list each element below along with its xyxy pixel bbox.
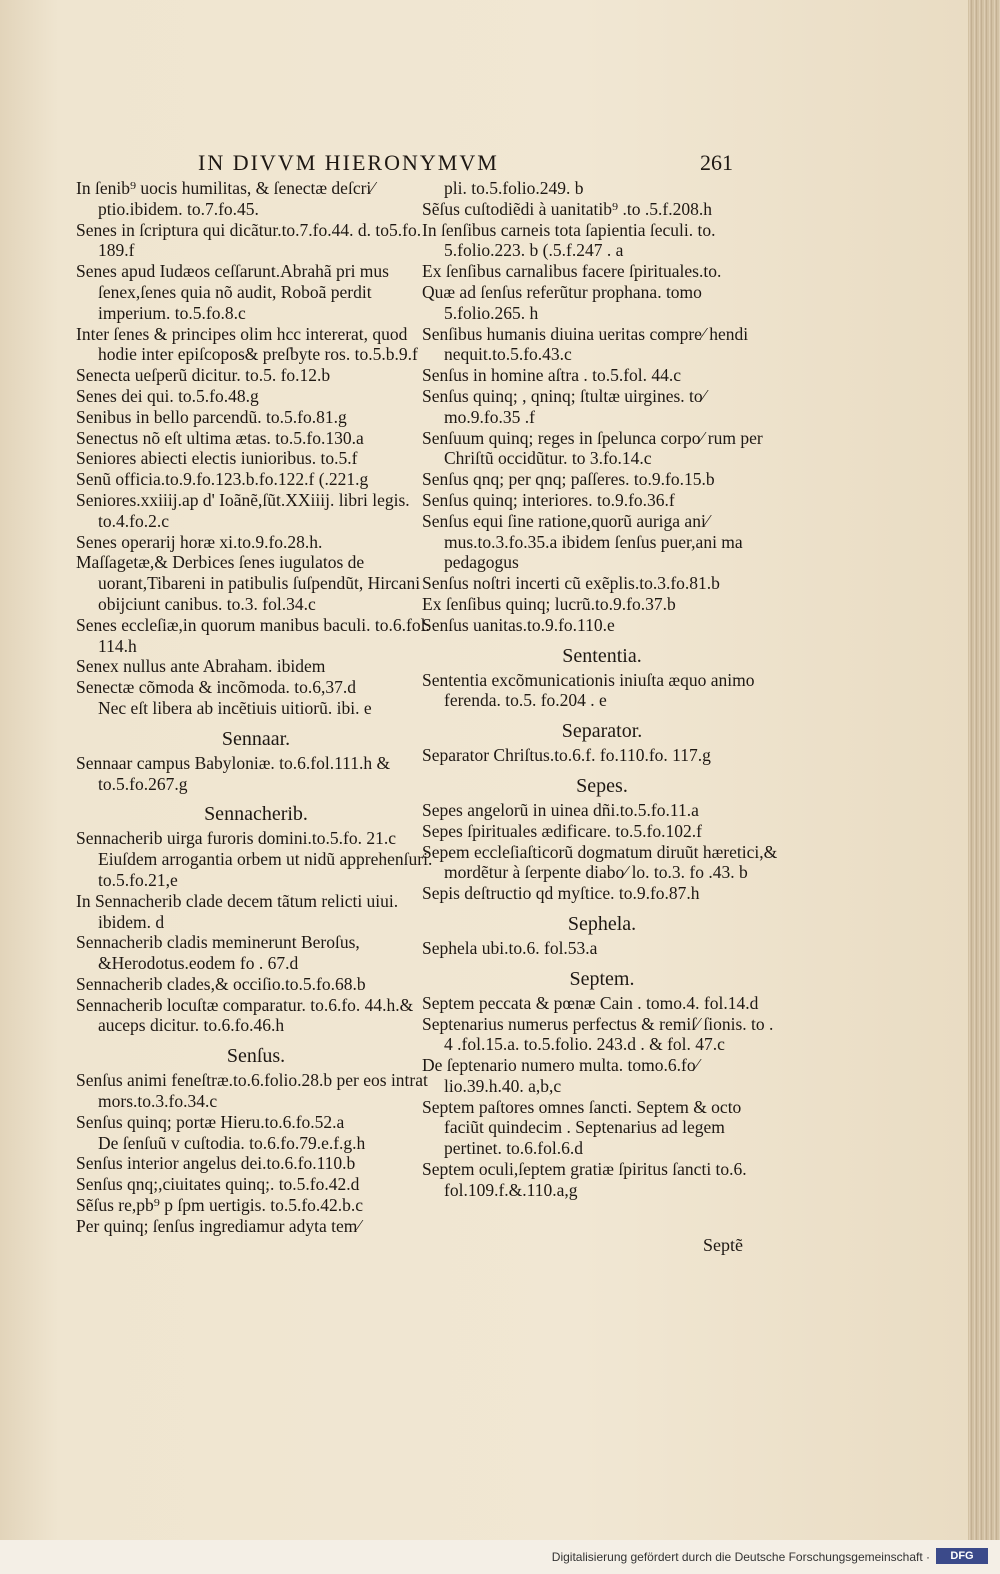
index-entry: Ex ſenſibus quinq; lucrũ.to.9.fo.37.b [422, 593, 676, 614]
index-entry: Sennacherib uirga furoris domini.to.5.fo. 21.c Eiuſdem arrogantia orbem ut nidũ apprehenſuri. to.5.fo.21,e [76, 828, 433, 890]
index-entry: De ſenſuũ v cuſtodia. to.6.fo.79.e.f.g.h [98, 1132, 366, 1153]
index-heading: Separator. [561, 720, 643, 743]
index-entry: Sẽſus re,pb⁹ p ſpm uertigis. to.5.fo.42.b.c [76, 1195, 364, 1216]
funding-credit: Digitalisierung gefördert durch die Deutsche Forschungsgemeinschaft · [551, 1550, 930, 1564]
index-heading: Septem. [569, 967, 635, 990]
index-entry: Senes eccleſiæ,in quorum manibus baculi. to.6.fol. 114.h [76, 614, 430, 656]
index-entry: Senes operarij horæ xi.to.9.fo.28.h. [76, 531, 323, 552]
index-entry: Separator Chriſtus.to.6.f. fo.110.fo. 117.g [422, 745, 711, 766]
index-entry: In ſenſibus carneis tota ſapientia ſeculi. to. 5.folio.223. b (.5.f.247 . a [422, 219, 716, 261]
index-heading: Sententia. [562, 644, 642, 667]
index-entry: Senes apud Iudæos ceſſarunt.Abrahã pri mus ſenex,ſenes quia nõ audit, Roboã perdit imperium. to.5.fo.8.c [76, 261, 389, 323]
index-entry: Seniores abiecti electis iunioribus. to.5.f [76, 448, 358, 469]
index-entry: De ſeptenario numero multa. tomo.6.fo⁄ lio.39.h.40. a,b,c [422, 1055, 699, 1096]
index-entry: Sephela ubi.to.6. fol.53.a [422, 937, 598, 958]
index-entry: Senſus noſtri incerti cũ exẽplis.to.3.fo.81.b [422, 573, 720, 594]
catchword: Septẽ [703, 1235, 743, 1255]
index-entry: Sennacherib locuſtæ comparatur. to.6.fo. 44.h.& auceps dicitur. to.6.fo.46.h [76, 994, 414, 1036]
index-entry: Sepis deſtructio qd myſtice. to.9.fo.87.h [422, 883, 700, 904]
index-heading: Sepes. [576, 774, 628, 797]
index-entry: Septem peccata & pœnæ Cain . tomo.4. fol.14.d [422, 992, 759, 1013]
index-entry: Senſuum quinq; reges in ſpelunca corpo⁄ rum per Chriſtũ occidũtur. to 3.fo.14.c [422, 427, 763, 469]
index-heading: Sennacherib. [204, 803, 308, 826]
index-entry: Senſus equi ſine ratione,quorũ auriga ani⁄ mus.to.3.fo.35.a ibidem ſenſus puer,ani ma pedagogus [422, 510, 743, 573]
index-entry: Senſus animi feneſtræ.to.6.folio.28.b per eos intrat mors.to.3.fo.34.c [76, 1070, 428, 1112]
index-entry: Senecta ueſperũ dicitur. to.5. fo.12.b [76, 365, 331, 386]
index-entry: Quæ ad ſenſus referũtur prophana. tomo 5.folio.265. h [422, 281, 702, 323]
page-number: 261 [700, 150, 733, 175]
index-entry: Sennaar campus Babyloniæ. to.6.fol.111.h & to.5.fo.267.g [76, 752, 391, 794]
index-entry: Senſus qnq; per qnq; paſſeres. to.9.fo.15.b [422, 469, 715, 490]
index-entry: Sẽſus cuſtodiẽdi à uanitatib⁹ .to .5.f.208.h [422, 198, 712, 219]
index-entry: In ſenib⁹ uocis humilitas, & ſenectæ deſcri⁄ ptio.ibidem. to.7.fo.45. [76, 178, 375, 219]
index-entry: Ex ſenſibus carnalibus facere ſpirituales.to. [422, 261, 722, 282]
index-entry: In Sennacherib clade decem tãtum relicti uiui. ibidem. d [76, 890, 399, 932]
index-entry: Senectus nõ eſt ultima ætas. to.5.fo.130.a [76, 427, 364, 448]
index-entry: Senſibus humanis diuina ueritas compre⁄ hendi nequit.to.5.fo.43.c [422, 323, 749, 365]
index-heading: Senſus. [226, 1045, 286, 1068]
index-entry: Per quinq; ſenſus ingrediamur adyta tem⁄ [76, 1215, 361, 1236]
index-entry: Senectæ cõmoda & incõmoda. to.6,37.d [76, 677, 356, 698]
index-entry: Senſus quinq; , qninq; ſtultæ uirgines. to⁄ mo.9.fo.35 .f [422, 385, 706, 427]
index-entry: Senibus in bello parcendũ. to.5.fo.81.g [76, 406, 347, 427]
index-entry: Senſus uanitas.to.9.fo.110.e [422, 614, 615, 635]
index-entry: Senſus in homine aſtra . to.5.fol. 44.c [422, 365, 682, 386]
index-entry: Septem oculi,ſeptem gratiæ ſpiritus ſancti to.6. fol.109.f.&.110.a,g [422, 1159, 747, 1200]
index-entry: pli. to.5.folio.249. b [444, 178, 584, 198]
index-entry: Septenarius numerus perfectus & remiſ⁄ ſionis. to . 4 .fol.15.a. to.5.folio. 243.d . & fol. 47.c [422, 1013, 774, 1055]
index-entry: Sepem eccleſiaſticorũ dogmatum diruũt hæretici,& mordẽtur à ſerpente diabo⁄ lo. to.3. fo .43. b [422, 841, 778, 883]
index-entry: Sententia excõmunicationis iniuſta æquo animo ferenda. to.5. fo.204 . e [422, 669, 755, 711]
index-entry: Seniores.xxiiij.ap d' Ioãnẽ,ſũt.XXiiij. libri legis. to.4.fo.2.c [76, 489, 410, 531]
index-entry: Senſus qnq;,ciuitates quinq;. to.5.fo.42.d [76, 1174, 360, 1195]
index-entry: Senex nullus ante Abraham. ibidem [76, 656, 326, 677]
index-entry: Nec eſt libera ab incẽtiuis uitiorũ. ibi. e [98, 697, 372, 718]
index-entry: Inter ſenes & principes olim hcc intererat, quod hodie inter epiſcopos& preſbyte ros. to.5.b.9.f [76, 323, 418, 365]
index-entry: Senes in ſcriptura qui dicãtur.to.7.fo.44. d. to5.fo. 189.f [76, 219, 422, 261]
index-entry: Sepes angelorũ in uinea dñi.to.5.fo.11.a [422, 799, 699, 820]
index-entry: Senũ officia.to.9.fo.123.b.fo.122.f (.221.g [76, 469, 369, 490]
index-entry: Maſſagetæ,& Derbices ſenes iugulatos de uorant,Tibareni in patibulis ſuſpendũt, Hircani obijciunt canibus. to.3. fol.34.c [76, 552, 421, 614]
page-edge [968, 0, 1000, 1540]
index-entry: Senes dei qui. to.5.fo.48.g [76, 385, 259, 406]
right-index-column [422, 178, 782, 1201]
footer-bar [0, 1540, 1000, 1574]
dfg-logo: DFG [936, 1548, 988, 1564]
index-entry: Sepes ſpirituales ædificare. to.5.fo.102.f [422, 820, 702, 841]
index-entry: Senſus interior angelus dei.to.6.fo.110.b [76, 1153, 356, 1174]
index-entry: Sennacherib clades,& occiſio.to.5.fo.68.b [76, 973, 366, 994]
index-heading: Sephela. [567, 912, 637, 935]
index-heading: Sennaar. [221, 727, 291, 750]
left-index-column [76, 178, 436, 1237]
running-head: IN DIVVM HIERONYMVM [198, 150, 499, 175]
index-entry: Sennacherib cladis meminerunt Beroſus, &Herodotus.eodem fo . 67.d [76, 932, 360, 974]
index-entry: Senſus quinq; interiores. to.9.fo.36.f [422, 489, 675, 510]
index-entry: Senſus quinq; portæ Hieru.to.6.fo.52.a [76, 1111, 345, 1132]
index-entry: Septem paſtores omnes ſancti. Septem & octo faciũt quindecim . Septenarius ad legem pertinet. to.6.fol.6.d [422, 1096, 742, 1159]
